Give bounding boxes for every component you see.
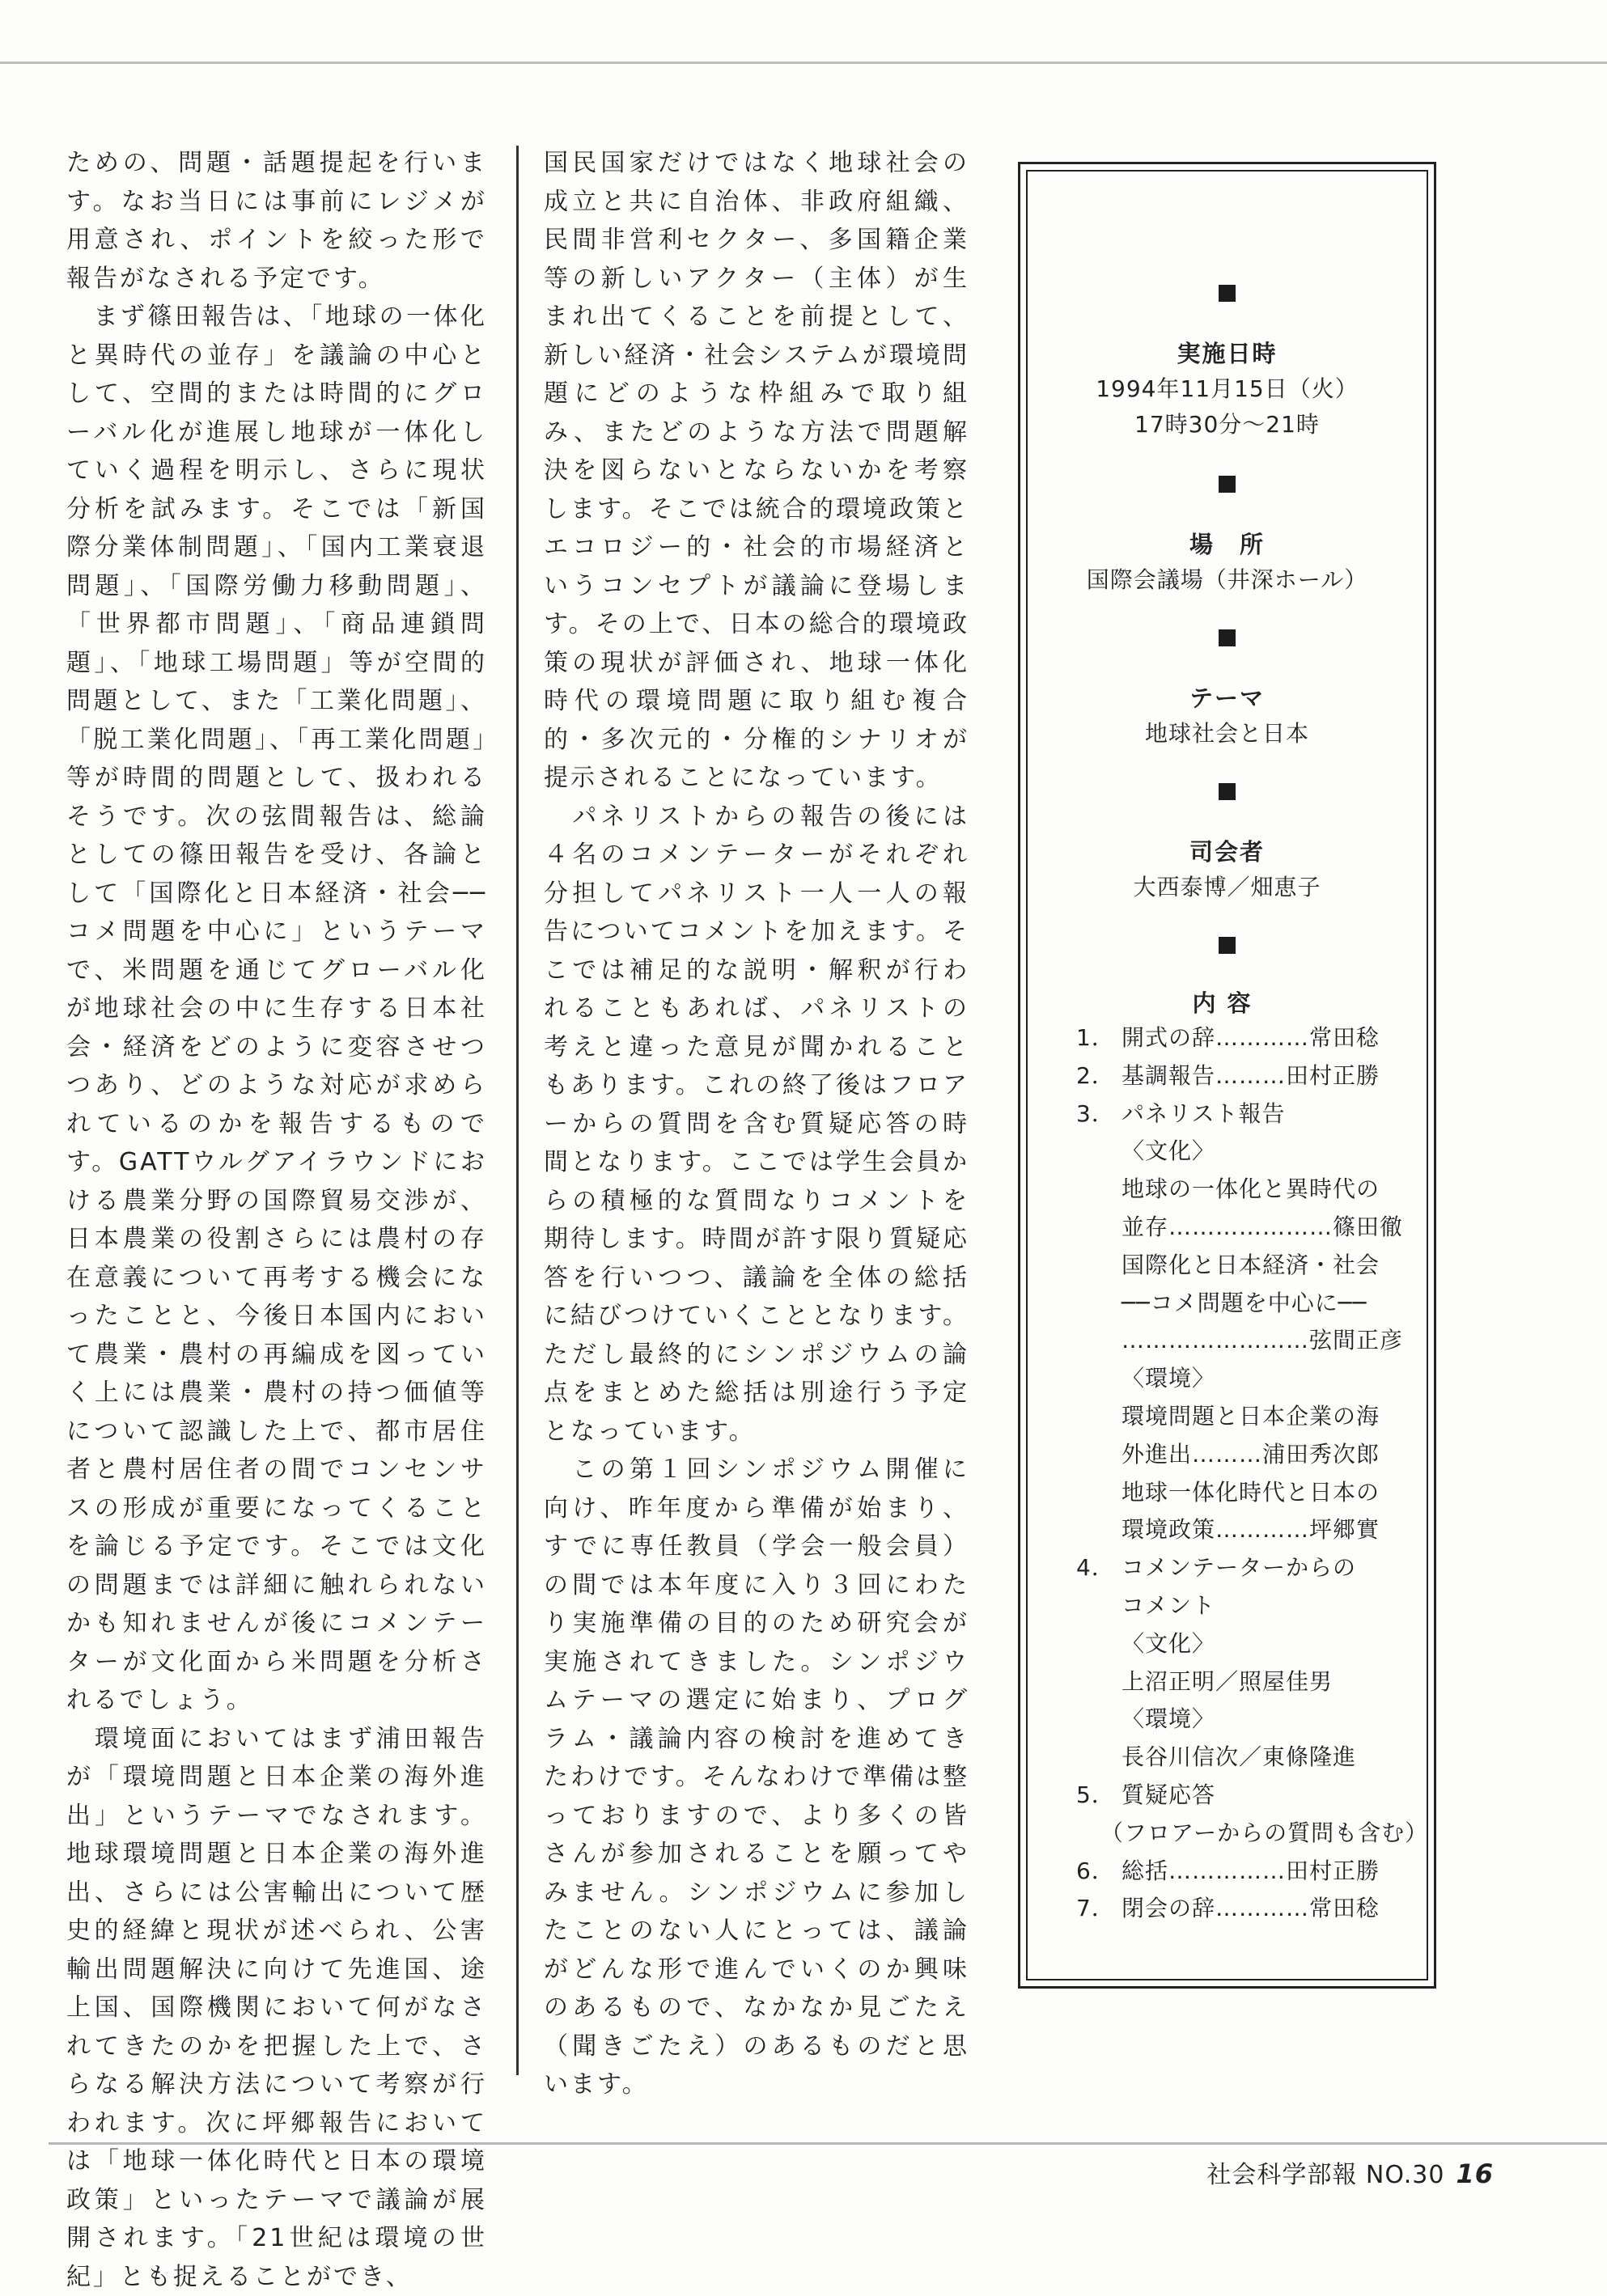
agenda-item: 並存…………………篠田徹 bbox=[1076, 1209, 1424, 1247]
agenda-item: 地球一体化時代と日本の bbox=[1076, 1474, 1424, 1512]
place-label: 場 所 bbox=[1026, 527, 1428, 562]
agenda-item-text: 質疑応答 bbox=[1122, 1781, 1215, 1808]
agenda-item: 環境問題と日本企業の海 bbox=[1076, 1398, 1424, 1436]
agenda-item: ……………………弦間正彦 bbox=[1076, 1322, 1424, 1360]
content-label: 内容 bbox=[1026, 985, 1428, 1019]
agenda-item bbox=[1076, 1019, 1424, 1057]
paragraph: 環境面においてはまず浦田報告が「環境問題と日本企業の海外進出」というテーマでなされます。地球環境問題と日本企業の海外進出、さらには公害輸出について歴史的経緯と現状が述べられ、公害輸出問題解決に向けて先進国、途上国、国際機関において何がなされてきたのかを把握した上で、さらなる解決方法について考察が行われます。次に坪郷報告においては「地球一体化時代と日本の環境政策」といったテーマで議論が展開されます。「21世紀は環境の世紀」とも捉えることができ、 bbox=[66, 1720, 487, 2296]
text-column-2 bbox=[544, 144, 969, 2104]
date-label: 実施日時 bbox=[1026, 336, 1428, 371]
agenda-item: 〈文化〉 bbox=[1076, 1133, 1424, 1171]
agenda-item: 〈環境〉 bbox=[1076, 1360, 1424, 1398]
agenda-item: 外進出………浦田秀次郎 bbox=[1076, 1436, 1424, 1474]
agenda-item-text: 基調報告………田村正勝 bbox=[1122, 1062, 1380, 1089]
agenda-item bbox=[1076, 1853, 1424, 1891]
agenda-item: 地球の一体化と異時代の bbox=[1076, 1171, 1424, 1209]
top-rule bbox=[0, 61, 1607, 64]
agenda-item-number: 3． bbox=[1076, 1095, 1122, 1133]
chair-value: 大西泰博／畑恵子 bbox=[1026, 870, 1428, 905]
agenda-item-number: 7． bbox=[1076, 1890, 1122, 1928]
square-bullet-icon bbox=[1219, 629, 1236, 646]
agenda-item: 長谷川信次／東條隆進 bbox=[1076, 1739, 1424, 1777]
agenda-item-text: 開式の辞…………常田稔 bbox=[1122, 1024, 1380, 1051]
place-section bbox=[1026, 476, 1428, 598]
date-section bbox=[1026, 285, 1428, 443]
time-value: 17時30分～21時 bbox=[1026, 407, 1428, 443]
page-footer bbox=[1206, 2154, 1494, 2190]
agenda-item: 環境政策…………坪郷實 bbox=[1076, 1511, 1424, 1549]
agenda-item-number: 2． bbox=[1076, 1057, 1122, 1095]
content-section bbox=[1026, 937, 1428, 954]
agenda-item: （フロアーからの質問も含む） bbox=[1076, 1815, 1424, 1853]
square-bullet-icon bbox=[1219, 476, 1236, 493]
agenda-item-text: パネリスト報告 bbox=[1122, 1100, 1285, 1127]
agenda-item bbox=[1076, 1777, 1424, 1815]
chair-label: 司会者 bbox=[1026, 834, 1428, 870]
column-divider bbox=[516, 146, 519, 2075]
agenda-item: 上沼正明／照屋佳男 bbox=[1076, 1663, 1424, 1701]
bottom-rule bbox=[49, 2142, 1607, 2145]
agenda-item-text: 閉会の辞…………常田稔 bbox=[1122, 1895, 1380, 1921]
paragraph: パネリストからの報告の後には４名のコメンテーターがそれぞれ分担してパネリスト一人一人の報告についてコメントを加えます。そこでは補足的な説明・解釈が行われることもあれば、パネリストの考えと違った意見が聞かれることもあります。これの終了後はフロアーからの質問を含む質疑応答の時間となります。ここでは学生会員からの積極的な質問なりコメントを期待します。時間が許す限り質疑応答を行いつつ、議論を全体の総括に結びつけていくこととなります。ただし最終的にシンポジウムの論点をまとめた総括は別途行う予定となっています。 bbox=[544, 798, 969, 1451]
theme-section bbox=[1026, 629, 1428, 752]
agenda-item-text: コメンテーターからの bbox=[1122, 1554, 1356, 1581]
paragraph: この第１回シンポジウム開催に向け、昨年度から準備が始まり、すでに専任教員（学会一般会員）の間では本年度に入り３回にわたり実施準備の目的のため研究会が実施されてきました。シンポジウムテーマの選定に始まり、プログラム・議論内容の検討を進めてきたわけです。そんなわけで準備は整っておりますので、より多くの皆さんが参加されることを願ってやみません。シンポジウムに参加したことのない人にとっては、議論がどんな形で進んでいくのか興味のあるもので、なかなか見ごたえ（聞きごたえ）のあるものだと思います。 bbox=[544, 1451, 969, 2104]
agenda-item: ──コメ問題を中心に── bbox=[1076, 1285, 1424, 1323]
text-column-1 bbox=[66, 144, 487, 2296]
theme-label: テーマ bbox=[1026, 680, 1428, 716]
agenda-item bbox=[1076, 1549, 1424, 1587]
agenda-item bbox=[1076, 1057, 1424, 1095]
place-value: 国際会議場（井深ホール） bbox=[1026, 562, 1428, 598]
paragraph: 国民国家だけではなく地球社会の成立と共に自治体、非政府組織、民間非営利セクター、多国籍企業等の新しいアクター（主体）が生まれ出てくることを前提として、新しい経済・社会システムが環境問題にどのような枠組みで取り組み、またどのような方法で問題解決を図らないとならないかを考察します。そこでは統合的環境政策とエコロジー的・社会的市場経済というコンセプトが議論に登場します。その上で、日本の総合的環境政策の現状が評価され、地球一体化時代の環境問題に取り組む複合的・多次元的・分権的シナリオが提示されることになっています。 bbox=[544, 144, 969, 798]
agenda-item: 国際化と日本経済・社会 bbox=[1076, 1247, 1424, 1285]
square-bullet-icon bbox=[1219, 285, 1236, 302]
square-bullet-icon bbox=[1219, 937, 1236, 954]
square-bullet-icon bbox=[1219, 783, 1236, 800]
agenda-item-text: 総括……………田村正勝 bbox=[1122, 1858, 1380, 1884]
agenda-item-number: 5． bbox=[1076, 1777, 1122, 1815]
agenda-item: コメント bbox=[1076, 1587, 1424, 1625]
paragraph: まず篠田報告は、「地球の一体化と異時代の並存」を議論の中心として、空間的または時間的にグローバル化が進展し地球が一体化していく過程を明示し、さらに現状分析を試みます。そこでは「新国際分業体制問題」、「国内工業衰退問題」、「国際労働力移動問題」、「世界都市問題」、「商品連鎖問題」、「地球工場問題」等が空間的問題として、また「工業化問題」、「脱工業化問題」、「再工業化問題」等が時間的問題として、扱われるそうです。次の弦間報告は、総論としての篠田報告を受け、各論として「国際化と日本経済・社会──コメ問題を中心に」というテーマで、米問題を通じてグローバル化が地球社会の中に生存する日本社会・経済をどのように変容させつつあり、どのような対応が求められているのかを報告するものです。GATTウルグアイラウンドにおける農業分野の国際貿易交渉が、日本農業の役割さらには農村の存在意義について再考する機会になったことと、今後日本国内において農業・農村の再編成を図っていく上には農業・農村の持つ価値等について認識した上で、都市居住者と農村居住者の間でコンセンサスの形成が重要になってくることを論じる予定です。そこでは文化の問題までは詳細に触れられないかも知れませんが後にコメンテーターが文化面から米問題を分析されるでしょう。 bbox=[66, 298, 487, 1720]
publication-name: 社会科学部報 NO.30 bbox=[1206, 2161, 1444, 2189]
paragraph: ための、問題・話題提起を行います。なお当日には事前にレジメが用意され、ポイントを絞った形で報告がなされる予定です。 bbox=[66, 144, 487, 298]
date-value: 1994年11月15日（火） bbox=[1026, 371, 1428, 407]
agenda-list bbox=[1076, 1019, 1424, 1928]
page-number: 16 bbox=[1456, 2158, 1494, 2189]
agenda-item bbox=[1076, 1095, 1424, 1133]
chair-section bbox=[1026, 783, 1428, 905]
agenda-item bbox=[1076, 1890, 1424, 1928]
agenda-item: 〈文化〉 bbox=[1076, 1625, 1424, 1663]
agenda-item-number: 1． bbox=[1076, 1019, 1122, 1057]
agenda-item-number: 6． bbox=[1076, 1853, 1122, 1891]
agenda-item-number: 4． bbox=[1076, 1549, 1122, 1587]
agenda-item: 〈環境〉 bbox=[1076, 1701, 1424, 1739]
theme-value: 地球社会と日本 bbox=[1026, 716, 1428, 752]
